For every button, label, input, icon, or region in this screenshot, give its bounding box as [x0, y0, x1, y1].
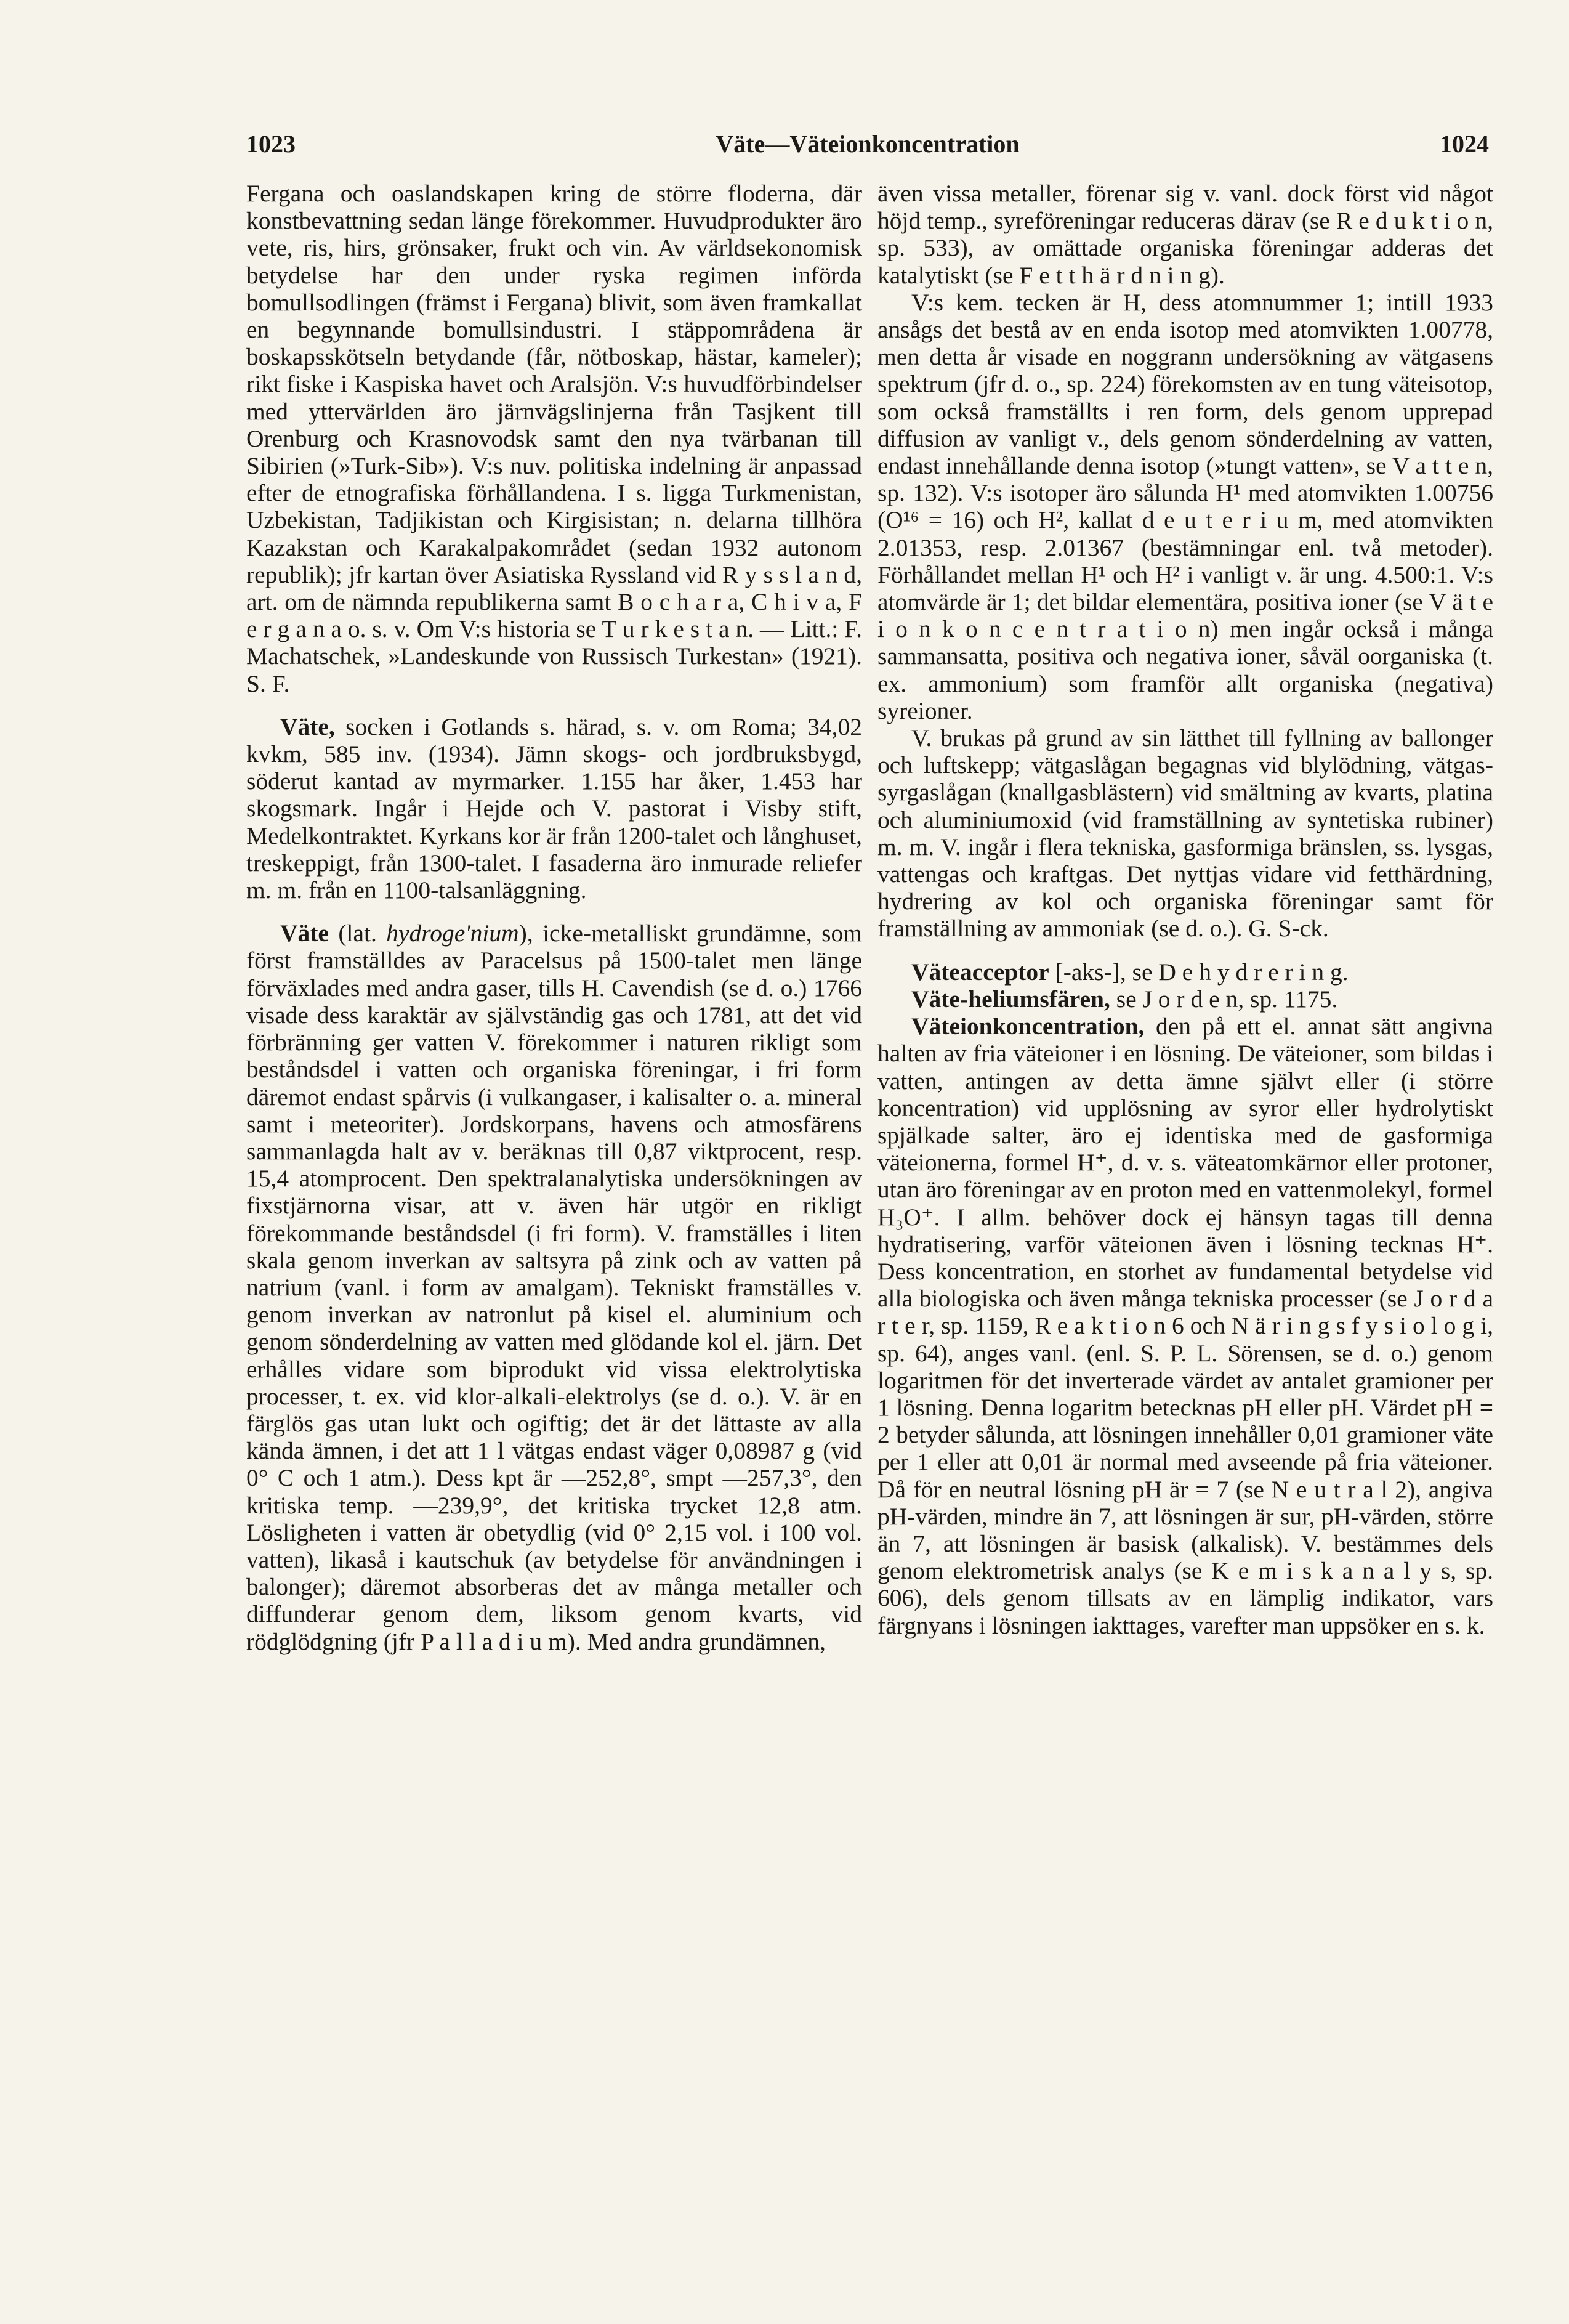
entry-headword: Väte — [280, 920, 329, 947]
entry-vate-grundamne — [246, 920, 862, 1654]
page-number-right: 1024 — [1440, 130, 1489, 158]
entry-text: ), icke-metalliskt grundämne, som först framställdes av Paracelsus på 1500-talet men länge förväxlades med andra gaser, tills H. Cavendish (se d. o.) 1766 visade dess karaktär av självständig gas och 1781, att det vid förbränning ger vatten V. förekommer i naturen rikligt som beståndsdel i vatten och organiska föreningar, i fri form däremot endast spårvis (i vulkangaser, i kalisalter o. a. mineral samt i meteoriter). Jordskorpans, havens och atmosfärens sammanlagda halt av v. beräknas till 0,87 viktprocent, resp. 15,4 atomprocent. Den spektralanalytiska undersökningen av fixstjärnorna visar, att v. även här utgör en rikligt förekommande beståndsdel (i fri form). V. framställes i liten skala genom inverkan av saltsyra på zink och av vatten på natrium (vanl. i form av amalgam). Tekniskt framställes v. genom inverkan av natronlut på kisel el. aluminium och genom sönderdelning av vatten med glödande kol el. järn. Det erhålles vidare som biprodukt vid vissa elektrolytiska processer, t. ex. vid klor-alkali-elektrolys (se d. o.). V. är en färglös gas utan lukt och ogiftig; det är det lättaste av alla kända ämnen, i det att 1 l vätgas endast väger 0,08987 g (vid 0° C och 1 atm.). Dess kpt är —252,8°, smpt —257,3°, den kritiska temp. —239,9°, det kritiska trycket 12,8 atm. Lösligheten i vatten är obetydlig (vid 0° 2,15 vol. i 100 vol. vatten), likaså i kautschuk (av betydelse för användningen i balonger); däremot absorberas det av många metaller och diffunderar genom dem, liksom genom kvarts, vid rödglödgning (jfr P a l l a d i u m). Med andra grundämnen, — [246, 920, 862, 1655]
entry-text: socken i Gotlands s. härad, s. v. om Roma; 34,02 kvkm, 585 inv. (1934). Jämn skogs- och jordbruksbygd, söderut kantad av myrmarker. 1.155 har åker, 1.453 har skogsmark. Ingår i Hejde och V. pastorat i Visby stift, Medelkontraktet. Kyrkans kor är från 1200-talet och långhuset, treskeppigt, från 1300-talet. I fasaderna äro inmurade reliefer m. m. från en 1100-talsanläggning. — [246, 713, 862, 904]
entry-vate-socken — [246, 713, 862, 904]
page-number-left: 1023 — [246, 130, 296, 158]
entry-vate-heliumsfaren — [877, 986, 1493, 1013]
entry-vateionkoncentration — [877, 1013, 1493, 1639]
right-column — [877, 180, 1493, 1639]
continued-paragraph: Fergana och oaslandskapen kring de större floderna, där konstbevattning sedan länge förekommer. Huvudprodukter äro vete, ris, hirs, grönsaker, frukt och vin. Av världsekonomisk betydelse har den under ryska regimen införda bomullsodlingen (främst i Fergana) blivit, som även framkallat en begynnande bomullsindustri. I stäppområdena är boskapsskötseln betydande (får, nötboskap, hästar, kameler); rikt fiske i Kaspiska havet och Aralsjön. V:s huvudförbindelser med yttervärlden äro järnvägslinjerna från Tasjkent till Orenburg och Krasnovodsk samt den nya tvärbanan till Sibirien (»Turk-Sib»). V:s nuv. politiska indelning är anpassad efter de etnografiska förhållandena. I s. ligga Turkmenistan, Uzbekistan, Tadjikistan och Kirgisistan; n. delarna tillhöra Kazakstan och Karakalpakområdet (sedan 1932 autonom republik); jfr kartan över Asiatiska Ryssland vid R y s s l a n d, art. om de nämnda republikerna samt B o c h a r a, C h i v a, F e r g a n a o. s. v. Om V:s historia se T u r k e s t a n. — Litt.: F. Machatschek, »Landeskunde von Russisch Turkestan» (1921). S. F. — [246, 180, 862, 697]
paragraph: V:s kem. tecken är H, dess atomnummer 1; intill 1933 ansågs det bestå av en enda isotop med atomvikten 1.00778, men detta år visade en noggrann undersökning av vätgasens spektrum (jfr d. o., sp. 224) förekomsten av en tung väteisotop, som också framställts i ren form, dels genom upprepad diffusion av vanligt v., dels genom sönderdelning av vatten, endast innehållande denna isotop (»tungt vatten», se V a t t e n, sp. 132). V:s isotoper äro sålunda H¹ med atomvikten 1.00756 (O¹⁶ = 16) och H², kallat d e u t e r i u m, med atomvikten 2.01353, resp. 2.01367 (bestämningar enl. två metoder). Förhållandet mellan H¹ och H² i vanligt v. är ung. 4.500:1. V:s atomvärde är 1; det bildar elementära, positiva ioner (se V ä t e i o n k o n c e n t r a t i o n) men ingår också i många sammansatta, positiva och negativa ioner, såväl oorganiska (t. ex. ammonium) som framför allt organiska (negativa) syreioner. — [877, 288, 1493, 724]
entry-text: se J o r d e n, sp. 1175. — [1110, 985, 1338, 1013]
running-header — [246, 129, 1489, 172]
entry-vateacceptor — [877, 958, 1493, 986]
running-title: Väte—Väteionkoncentration — [716, 130, 1020, 158]
entry-headword: Väte, — [280, 713, 335, 740]
left-column — [246, 180, 862, 1655]
entry-headword: Väteacceptor — [911, 958, 1049, 986]
entry-headword: Väte-heliumsfären, — [911, 985, 1110, 1013]
continued-paragraph: även vissa metaller, förenar sig v. vanl. dock först vid något höjd temp., syreföreningar reduceras därav (se R e d u k t i o n, sp. 533), av omättade organiska föreningar adderas det katalytiskt (se F e t t h ä r d n i n g). — [877, 180, 1493, 289]
latin-term: hydroge'nium — [386, 920, 519, 947]
entry-text: (lat. — [328, 920, 387, 947]
paragraph: V. brukas på grund av sin lätthet till fyllning av ballonger och luftskepp; vätgaslågan begagnas vid blylödning, vätgas-syrgaslågan (knallgasblästern) vid smältning av kvarts, platina och aluminiumoxid (vid framställning av syntetiska rubiner) m. m. V. ingår i flera tekniska, gasformiga bränslen, ss. lysgas, vattengas och kraftgas. Det nyttjas vidare vid fetthärdning, hydrering av kol och organiska föreningar samt för framställning av ammoniak (se d. o.). G. S-ck. — [877, 724, 1493, 942]
entry-text: [-aks-], se D e h y d r e r i n g. — [1049, 958, 1349, 986]
entry-headword: Väteionkoncentration, — [911, 1013, 1145, 1040]
entry-text: den på ett el. annat sätt angivna halten av fria väteioner i en lösning. De väteioner, som bildas i vatten, antingen av detta ämne självt eller (i större koncentration) vid upplösning av syror eller hydrolytiskt spjälkade salter, äro ej identiska med de gasformiga väteionerna, formel H⁺, d. v. s. väteatomkärnor eller protoner, utan äro föreningar av en proton med en vattenmolekyl, formel H₃O⁺. I allm. behöver dock ej hänsyn tagas till denna hydratisering, varför väteionen även i lösning tecknas H⁺. Dess koncentration, en storhet av fundamental betydelse vid alla biologiska och även många tekniska processer (se J o r d a r t e r, sp. 1159, R e a k t i o n 6 och N ä r i n g s f y s i o l o g i, sp. 64), anges vanl. (enl. S. P. L. Sörensen, se d. o.) genom logaritmen för det inverterade värdet av antalet gramioner per 1 lösning. Denna logaritm betecknas pH eller pH. Värdet pH = 2 betyder sålunda, att lösningen innehåller 0,01 gramioner väte per 1 eller att 0,01 är normal med avseende på fria väteioner. Då för en neutral lösning pH är = 7 (se N e u t r a l 2), angiva pH-värden, mindre än 7, att lösningen är sur, pH-värden, större än 7, att lösningen är basisk (alkalisk). V. bestämmes dels genom elektrometrisk analys (se K e m i s k a n a l y s, sp. 606), dels genom tillsats av en lämplig indikator, vars färgnyans i lösningen iakttages, varefter man uppsöker en s. k. — [877, 1013, 1493, 1639]
